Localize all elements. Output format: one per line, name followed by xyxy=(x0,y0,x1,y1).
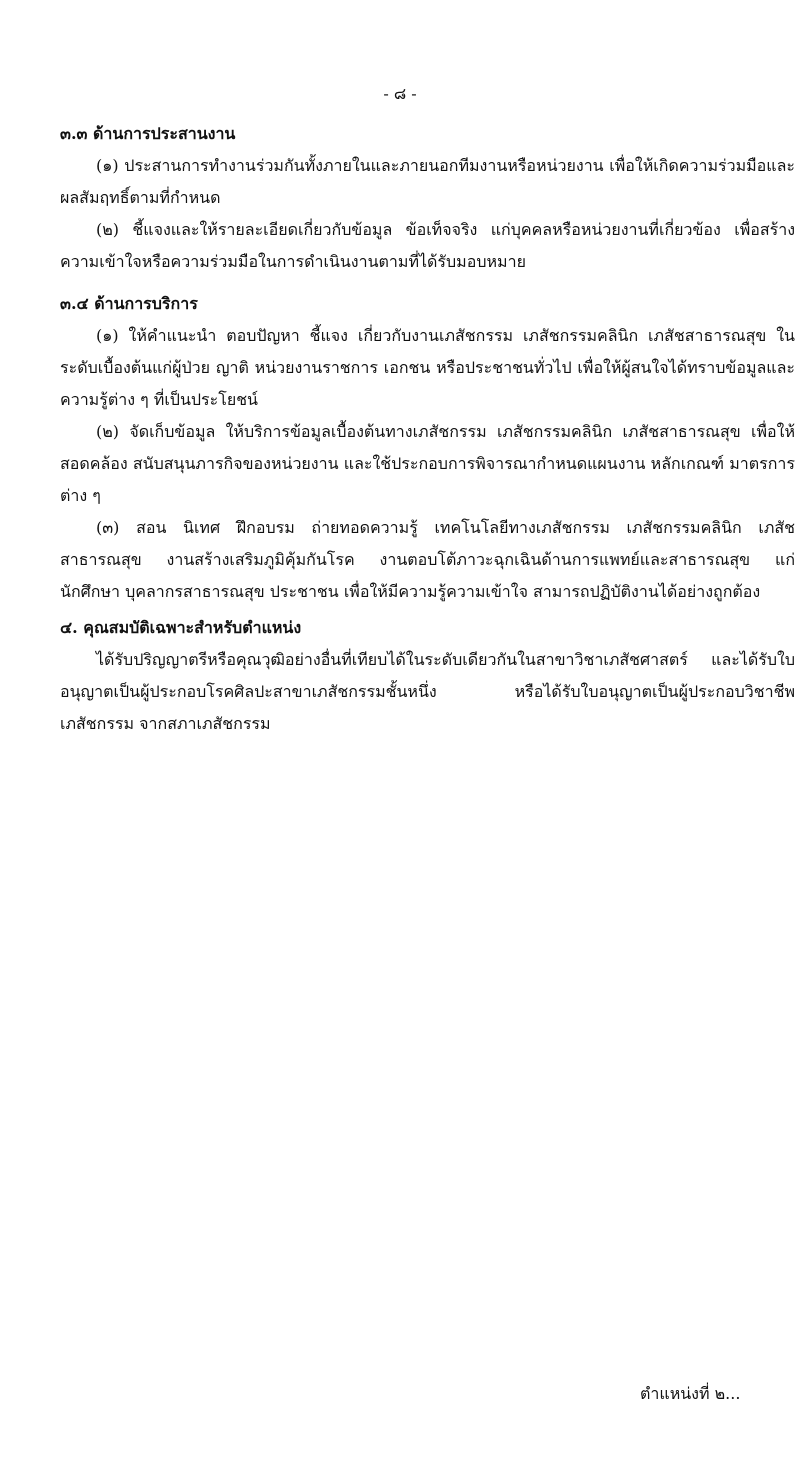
paragraph: (๒) ชี้แจงและให้รายละเอียดเกี่ยวกับข้อมูล ข้อเท็จจริง แก่บุคคลหรือหน่วยงานที่เกี่ยวข้อง เพื่อสร้างความเข้าใจหรือความร่วมมือในการดำเนินงานตามที่ได้รับมอบหมาย xyxy=(60,220,795,271)
paragraph: (๑) ประสานการทำงานร่วมกันทั้งภายในและภายนอกทีมงานหรือหน่วยงาน เพื่อให้เกิดความร่วมมือและผลสัมฤทธิ์ตามที่กำหนด xyxy=(60,156,795,207)
section-heading: ๔. คุณสมบัติเฉพาะสำหรับตำแหน่ง xyxy=(60,618,302,637)
section-service xyxy=(60,288,795,608)
section-qualifications xyxy=(60,612,795,740)
section-heading: ๓.๔ ด้านการบริการ xyxy=(60,294,198,313)
document-body xyxy=(60,118,795,740)
section-coordination xyxy=(60,118,795,278)
continuation-note: ตำแหน่งที่ ๒... xyxy=(640,1384,741,1403)
paragraph: (๑) ให้คำแนะนำ ตอบปัญหา ชี้แจง เกี่ยวกับงานเภสัชกรรม เภสัชกรรมคลินิก เภสัชสาธารณสุข ในระดับเบื้องต้นแก่ผู้ป่วย ญาติ หน่วยงานราชการ เอกชน หรือประชาชนทั่วไป เพื่อให้ผู้สนใจได้ทราบข้อมูลและความรู้ต่าง ๆ ที่เป็นประโยชน์ xyxy=(60,326,795,409)
paragraph: (๓) สอน นิเทศ ฝึกอบรม ถ่ายทอดความรู้ เทคโนโลยีทางเภสัชกรรม เภสัชกรรมคลินิก เภสัชสาธารณสุข งานสร้างเสริมภูมิคุ้มกันโรค งานตอบโต้ภาวะฉุกเฉินด้านการแพทย์และสาธารณสุข แก่นักศึกษา บุคลากรสาธารณสุข ประชาชน เพื่อให้มีความรู้ความเข้าใจ สามารถปฏิบัติงานได้อย่างถูกต้อง xyxy=(60,518,795,601)
section-heading: ๓.๓ ด้านการประสานงาน xyxy=(60,124,236,143)
paragraph: (๒) จัดเก็บข้อมูล ให้บริการข้อมูลเบื้องต้นทางเภสัชกรรม เภสัชกรรมคลินิก เภสัชสาธารณสุข เพื่อให้สอดคล้อง สนับสนุนภารกิจของหน่วยงาน และใช้ประกอบการพิจารณากำหนดแผนงาน หลักเกณฑ์ มาตรการต่าง ๆ xyxy=(60,422,795,505)
paragraph: ได้รับปริญญาตรีหรือคุณวุฒิอย่างอื่นที่เทียบได้ในระดับเดียวกันในสาขาวิชาเภสัชศาสตร์ และได้รับใบอนุญาตเป็นผู้ประกอบโรคศิลปะสาขาเภสัชกรรมชั้นหนึ่ง หรือได้รับใบอนุญาตเป็นผู้ประกอบวิชาชีพเภสัชกรรม จากสภาเภสัชกรรม xyxy=(60,650,795,733)
page-number: - ๘ - xyxy=(383,84,417,103)
